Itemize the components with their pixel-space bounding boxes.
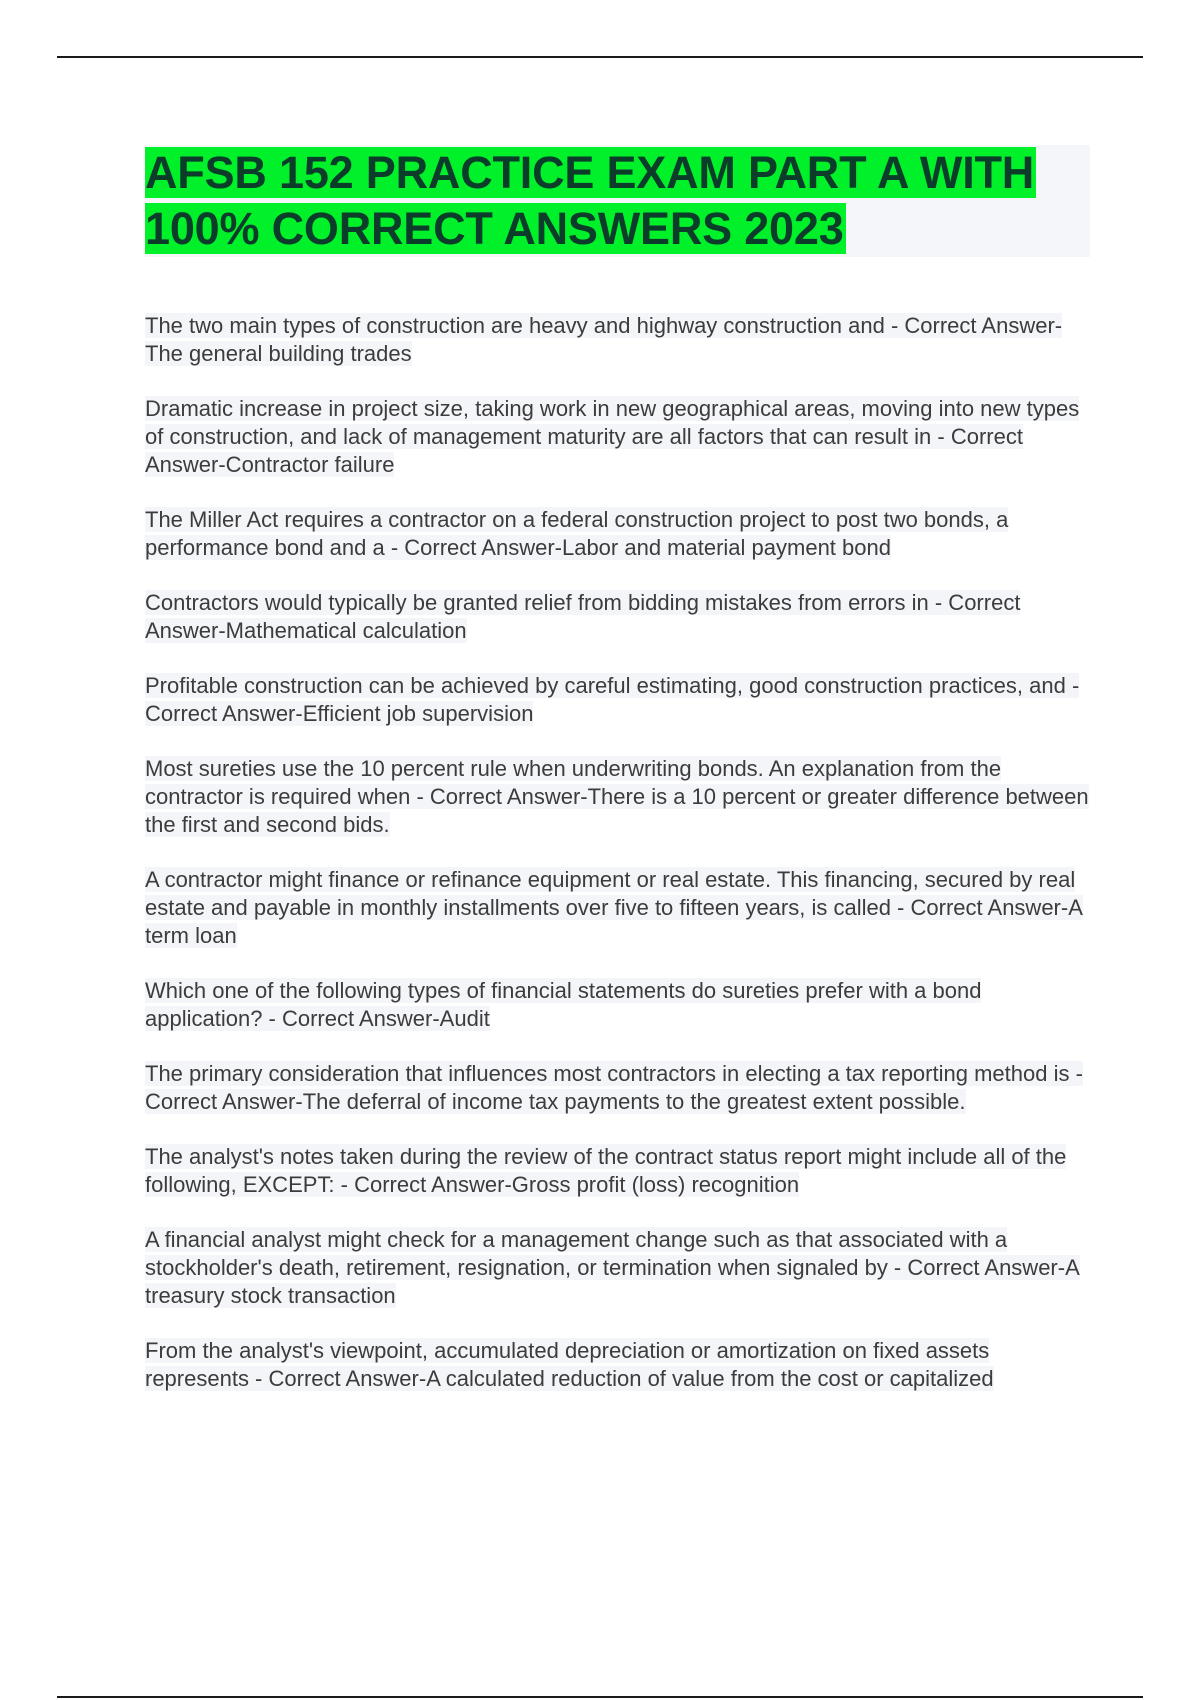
qa-item: A contractor might finance or refinance equipment or real estate. This financing, secured by real estate and payable in monthly installments over five to fifteen years, is called - Correct Answer-A term loan	[145, 867, 1083, 948]
document-title	[145, 145, 1090, 257]
title-block	[145, 145, 1090, 257]
qa-item: The analyst's notes taken during the review of the contract status report might include all of the following, EXCEPT: - Correct Answer-Gross profit (loss) recognition	[145, 1144, 1067, 1197]
qa-item: The Miller Act requires a contractor on a federal construction project to post two bonds, a performance bond and a - Correct Answer-Labor and material payment bond	[145, 507, 1009, 560]
title-highlight: AFSB 152 PRACTICE EXAM PART A WITH 100% CORRECT ANSWERS 2023	[145, 147, 1035, 254]
page-content	[145, 145, 1090, 1420]
qa-item: The primary consideration that influences most contractors in electing a tax reporting method is - Correct Answer-The deferral of income tax payments to the greatest extent possible.	[145, 1061, 1083, 1114]
qa-item: Which one of the following types of financial statements do sureties prefer with a bond application? - Correct Answer-Audit	[145, 978, 982, 1031]
qa-item: Profitable construction can be achieved by careful estimating, good construction practices, and - Correct Answer-Efficient job supervision	[145, 673, 1080, 726]
qa-item: A financial analyst might check for a management change such as that associated with a stockholder's death, retirement, resignation, or termination when signaled by - Correct Answer-A treasury stock transaction	[145, 1227, 1080, 1308]
qa-item: From the analyst's viewpoint, accumulated depreciation or amortization on fixed assets represents - Correct Answer-A calculated reduction of value from the cost or capitalized	[145, 1338, 994, 1391]
qa-item: Most sureties use the 10 percent rule when underwriting bonds. An explanation from the contractor is required when - Correct Answer-There is a 10 percent or greater difference between the first and second bids.	[145, 756, 1089, 837]
top-rule	[57, 56, 1143, 58]
qa-item: The two main types of construction are heavy and highway construction and - Correct Answer-The general building trades	[145, 313, 1063, 366]
qa-list	[145, 312, 1090, 1393]
qa-item: Dramatic increase in project size, taking work in new geographical areas, moving into new types of construction, and lack of management maturity are all factors that can result in - Correct Answer-Contractor failure	[145, 396, 1080, 477]
qa-item: Contractors would typically be granted relief from bidding mistakes from errors in - Correct Answer-Mathematical calculation	[145, 590, 1021, 643]
bottom-rule	[57, 1696, 1143, 1698]
